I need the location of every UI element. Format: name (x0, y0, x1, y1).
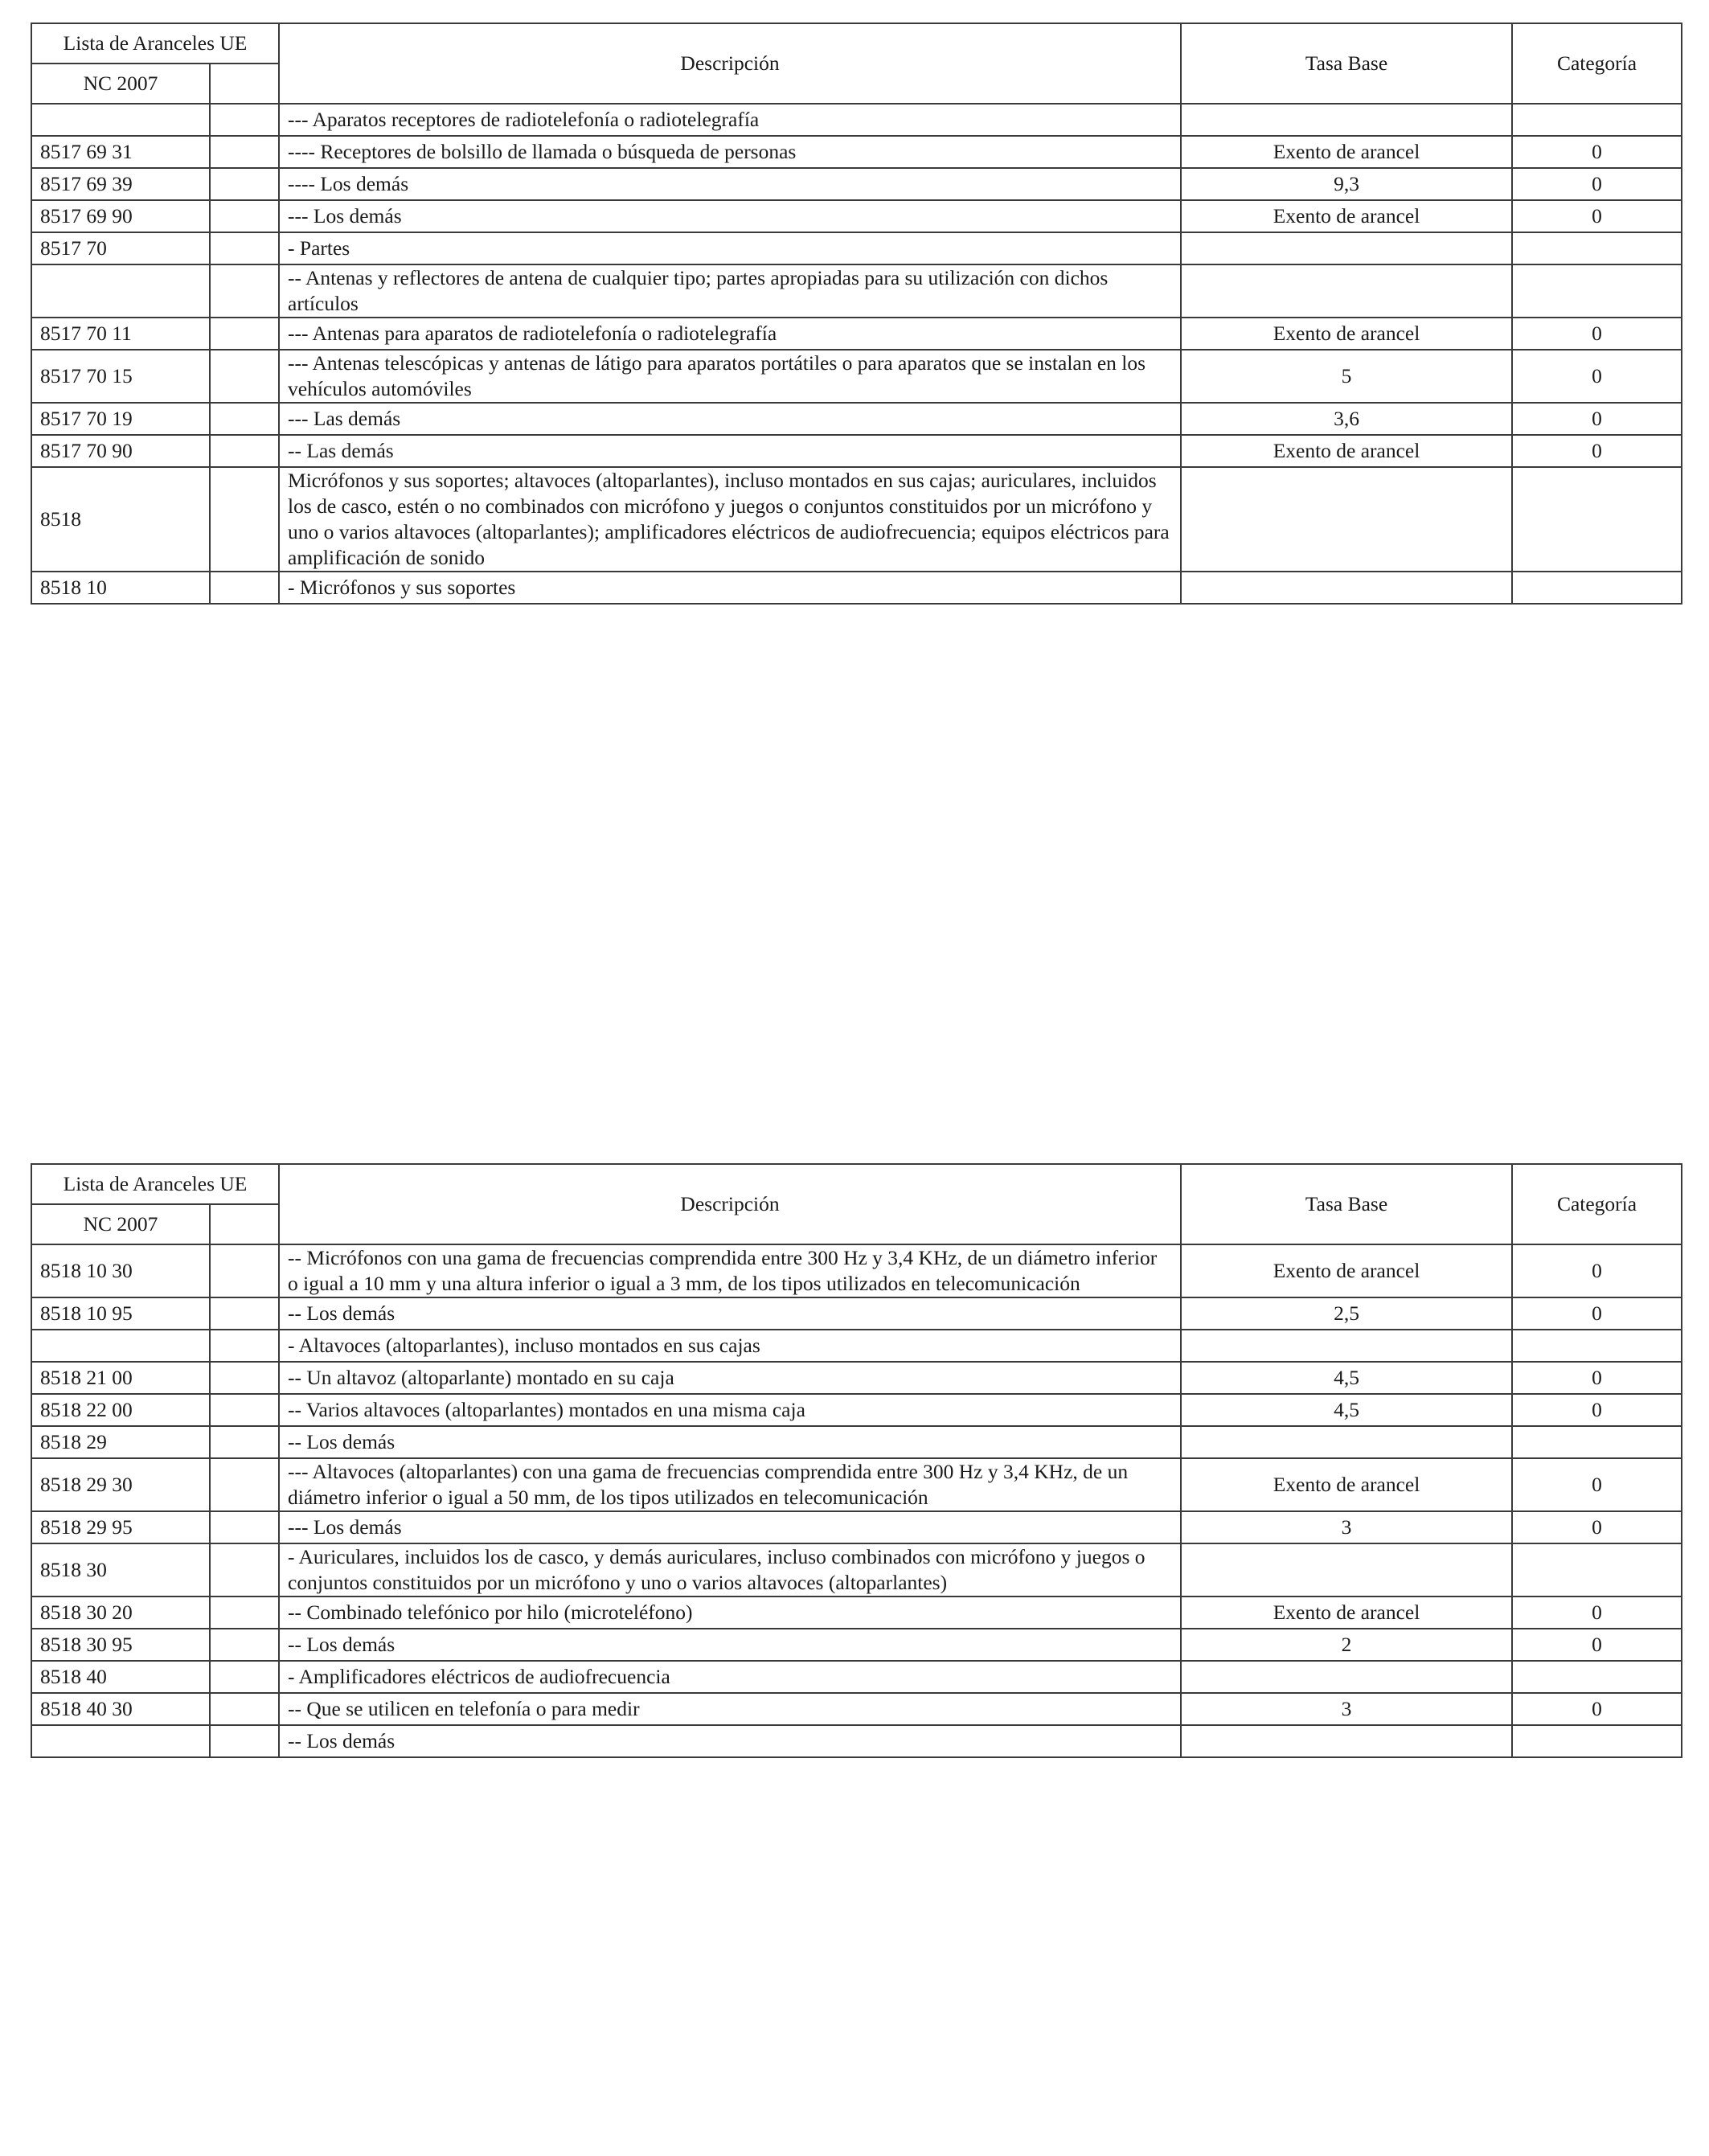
description-cell: --- Altavoces (altoparlantes) con una gama de frecuencias comprendida entre 300 Hz y 3,4 KHz, de un diámetro inferior o igual a 50 mm, de los tipos utilizados en telecomunicación (279, 1458, 1181, 1511)
header-category: Categoría (1512, 1164, 1682, 1244)
nc-code-cell: 8518 22 00 (31, 1394, 210, 1426)
base-rate-cell (1181, 264, 1512, 318)
table-row (31, 1244, 1682, 1297)
nc-code-cell: 8517 70 11 (31, 318, 210, 350)
header-list-label: Lista de Aranceles UE (31, 1164, 279, 1204)
description-cell: --- Aparatos receptores de radiotelefonía o radiotelegrafía (279, 104, 1181, 136)
table-row (31, 1629, 1682, 1661)
subcode-cell (210, 1458, 279, 1511)
subcode-cell (210, 1426, 279, 1458)
category-cell: 0 (1512, 136, 1682, 168)
table-row (31, 1297, 1682, 1330)
header-base-rate: Tasa Base (1181, 1164, 1512, 1244)
category-cell (1512, 1426, 1682, 1458)
base-rate-cell (1181, 104, 1512, 136)
base-rate-cell: Exento de arancel (1181, 318, 1512, 350)
subcode-cell (210, 435, 279, 467)
description-cell: -- Los demás (279, 1426, 1181, 1458)
base-rate-cell: 2 (1181, 1629, 1512, 1661)
description-cell: -- Combinado telefónico por hilo (microteléfono) (279, 1597, 1181, 1629)
base-rate-cell: 2,5 (1181, 1297, 1512, 1330)
category-cell (1512, 1330, 1682, 1362)
description-cell: -- Antenas y reflectores de antena de cualquier tipo; partes apropiadas para su utilización con dichos artículos (279, 264, 1181, 318)
description-cell: -- Un altavoz (altoparlante) montado en su caja (279, 1362, 1181, 1394)
header-nc-label: NC 2007 (31, 64, 210, 104)
nc-code-cell: 8518 40 30 (31, 1693, 210, 1725)
category-cell: 0 (1512, 1394, 1682, 1426)
description-cell: ---- Los demás (279, 168, 1181, 200)
description-cell: - Partes (279, 232, 1181, 264)
category-cell: 0 (1512, 1297, 1682, 1330)
nc-code-cell: 8518 40 (31, 1661, 210, 1693)
nc-code-cell: 8518 10 (31, 572, 210, 604)
tariff-table-2 (31, 1163, 1682, 1758)
category-cell (1512, 572, 1682, 604)
description-cell: --- Antenas telescópicas y antenas de látigo para aparatos portátiles o para aparatos que se instalan en los vehículos automóviles (279, 350, 1181, 403)
table-row (31, 1725, 1682, 1757)
base-rate-cell: Exento de arancel (1181, 435, 1512, 467)
subcode-cell (210, 1629, 279, 1661)
table-row (31, 1458, 1682, 1511)
category-cell: 0 (1512, 1458, 1682, 1511)
nc-code-cell: 8518 10 95 (31, 1297, 210, 1330)
description-cell: --- Las demás (279, 403, 1181, 435)
subcode-cell (210, 1297, 279, 1330)
subcode-cell (210, 1661, 279, 1693)
table-row (31, 1543, 1682, 1597)
subcode-cell (210, 232, 279, 264)
header-base-rate: Tasa Base (1181, 23, 1512, 104)
category-cell (1512, 104, 1682, 136)
subcode-cell (210, 1330, 279, 1362)
table-row (31, 264, 1682, 318)
header-nc-label: NC 2007 (31, 1204, 210, 1244)
subcode-cell (210, 1511, 279, 1543)
category-cell: 0 (1512, 435, 1682, 467)
subcode-cell (210, 200, 279, 232)
base-rate-cell: 3 (1181, 1511, 1512, 1543)
table-row (31, 1661, 1682, 1693)
description-cell: --- Los demás (279, 1511, 1181, 1543)
base-rate-cell (1181, 232, 1512, 264)
nc-code-cell: 8518 29 30 (31, 1458, 210, 1511)
nc-code-cell: 8517 69 31 (31, 136, 210, 168)
category-cell: 0 (1512, 318, 1682, 350)
subcode-cell (210, 264, 279, 318)
nc-code-cell (31, 264, 210, 318)
description-cell: -- Los demás (279, 1297, 1181, 1330)
table-2-body (31, 1244, 1682, 1757)
table-row (31, 1426, 1682, 1458)
description-cell: Micrófonos y sus soportes; altavoces (altoparlantes), incluso montados en sus cajas; auriculares, incluidos los de casco, estén o no combinados con micrófono y juegos o conjuntos constituidos por un micrófono y uno o varios altavoces (altoparlantes); amplificadores eléctricos de audiofrecuencia; equipos eléctricos para amplificación de sonido (279, 467, 1181, 572)
table-row (31, 104, 1682, 136)
table-row (31, 467, 1682, 572)
base-rate-cell (1181, 1330, 1512, 1362)
base-rate-cell: Exento de arancel (1181, 200, 1512, 232)
description-cell: - Auriculares, incluidos los de casco, y demás auriculares, incluso combinados con micrófono y juegos o conjuntos constituidos por un micrófono y uno o varios altavoces (altoparlantes) (279, 1543, 1181, 1597)
table-row (31, 232, 1682, 264)
table-row (31, 1511, 1682, 1543)
nc-code-cell: 8517 70 (31, 232, 210, 264)
base-rate-cell: 4,5 (1181, 1394, 1512, 1426)
category-cell: 0 (1512, 350, 1682, 403)
nc-code-cell: 8517 70 15 (31, 350, 210, 403)
description-cell: --- Antenas para aparatos de radiotelefonía o radiotelegrafía (279, 318, 1181, 350)
category-cell (1512, 264, 1682, 318)
category-cell: 0 (1512, 1511, 1682, 1543)
nc-code-cell: 8518 10 30 (31, 1244, 210, 1297)
category-cell (1512, 1661, 1682, 1693)
base-rate-cell (1181, 467, 1512, 572)
header-blank-cell (210, 1204, 279, 1244)
nc-code-cell: 8518 29 (31, 1426, 210, 1458)
base-rate-cell (1181, 1543, 1512, 1597)
table-row (31, 200, 1682, 232)
table-row (31, 168, 1682, 200)
category-cell: 0 (1512, 1244, 1682, 1297)
subcode-cell (210, 104, 279, 136)
description-cell: -- Varios altavoces (altoparlantes) montados en una misma caja (279, 1394, 1181, 1426)
base-rate-cell (1181, 1426, 1512, 1458)
subcode-cell (210, 467, 279, 572)
category-cell: 0 (1512, 1693, 1682, 1725)
description-cell: - Altavoces (altoparlantes), incluso montados en sus cajas (279, 1330, 1181, 1362)
header-description: Descripción (279, 23, 1181, 104)
base-rate-cell: Exento de arancel (1181, 1244, 1512, 1297)
base-rate-cell (1181, 1725, 1512, 1757)
nc-code-cell: 8518 30 (31, 1543, 210, 1597)
table-row (31, 318, 1682, 350)
category-cell: 0 (1512, 168, 1682, 200)
description-cell: -- Las demás (279, 435, 1181, 467)
subcode-cell (210, 1244, 279, 1297)
base-rate-cell (1181, 572, 1512, 604)
nc-code-cell: 8518 30 95 (31, 1629, 210, 1661)
subcode-cell (210, 350, 279, 403)
base-rate-cell: 4,5 (1181, 1362, 1512, 1394)
category-cell (1512, 467, 1682, 572)
description-cell: -- Que se utilicen en telefonía o para medir (279, 1693, 1181, 1725)
base-rate-cell: 3 (1181, 1693, 1512, 1725)
description-cell: - Micrófonos y sus soportes (279, 572, 1181, 604)
table-row (31, 572, 1682, 604)
description-cell: - Amplificadores eléctricos de audiofrecuencia (279, 1661, 1181, 1693)
subcode-cell (210, 168, 279, 200)
nc-code-cell (31, 1330, 210, 1362)
table-row (31, 1394, 1682, 1426)
header-category: Categoría (1512, 23, 1682, 104)
header-list-label: Lista de Aranceles UE (31, 23, 279, 64)
subcode-cell (210, 1394, 279, 1426)
header-description: Descripción (279, 1164, 1181, 1244)
category-cell (1512, 1725, 1682, 1757)
category-cell: 0 (1512, 200, 1682, 232)
subcode-cell (210, 318, 279, 350)
nc-code-cell: 8517 70 90 (31, 435, 210, 467)
description-cell: --- Los demás (279, 200, 1181, 232)
base-rate-cell: 9,3 (1181, 168, 1512, 200)
category-cell: 0 (1512, 403, 1682, 435)
subcode-cell (210, 1693, 279, 1725)
nc-code-cell (31, 1725, 210, 1757)
subcode-cell (210, 136, 279, 168)
nc-code-cell: 8518 (31, 467, 210, 572)
base-rate-cell: Exento de arancel (1181, 1458, 1512, 1511)
subcode-cell (210, 1725, 279, 1757)
category-cell (1512, 1543, 1682, 1597)
subcode-cell (210, 1543, 279, 1597)
table-row (31, 403, 1682, 435)
subcode-cell (210, 403, 279, 435)
table-row (31, 350, 1682, 403)
base-rate-cell (1181, 1661, 1512, 1693)
description-cell: ---- Receptores de bolsillo de llamada o búsqueda de personas (279, 136, 1181, 168)
category-cell: 0 (1512, 1629, 1682, 1661)
table-row (31, 136, 1682, 168)
nc-code-cell: 8518 29 95 (31, 1511, 210, 1543)
tariff-table-1 (31, 23, 1682, 605)
table-row (31, 435, 1682, 467)
table-1-body (31, 104, 1682, 604)
table-row (31, 1362, 1682, 1394)
base-rate-cell: Exento de arancel (1181, 136, 1512, 168)
base-rate-cell: 5 (1181, 350, 1512, 403)
table-row (31, 1693, 1682, 1725)
nc-code-cell: 8517 70 19 (31, 403, 210, 435)
category-cell (1512, 232, 1682, 264)
base-rate-cell: Exento de arancel (1181, 1597, 1512, 1629)
table-row (31, 1597, 1682, 1629)
header-blank-cell (210, 64, 279, 104)
base-rate-cell: 3,6 (1181, 403, 1512, 435)
description-cell: -- Micrófonos con una gama de frecuencias comprendida entre 300 Hz y 3,4 KHz, de un diámetro inferior o igual a 10 mm y una altura inferior o igual a 3 mm, de los tipos utilizados en telecomunicación (279, 1244, 1181, 1297)
description-cell: -- Los demás (279, 1725, 1181, 1757)
nc-code-cell: 8517 69 39 (31, 168, 210, 200)
category-cell: 0 (1512, 1362, 1682, 1394)
subcode-cell (210, 1597, 279, 1629)
category-cell: 0 (1512, 1597, 1682, 1629)
subcode-cell (210, 572, 279, 604)
nc-code-cell: 8518 21 00 (31, 1362, 210, 1394)
nc-code-cell (31, 104, 210, 136)
nc-code-cell: 8518 30 20 (31, 1597, 210, 1629)
subcode-cell (210, 1362, 279, 1394)
nc-code-cell: 8517 69 90 (31, 200, 210, 232)
description-cell: -- Los demás (279, 1629, 1181, 1661)
table-row (31, 1330, 1682, 1362)
